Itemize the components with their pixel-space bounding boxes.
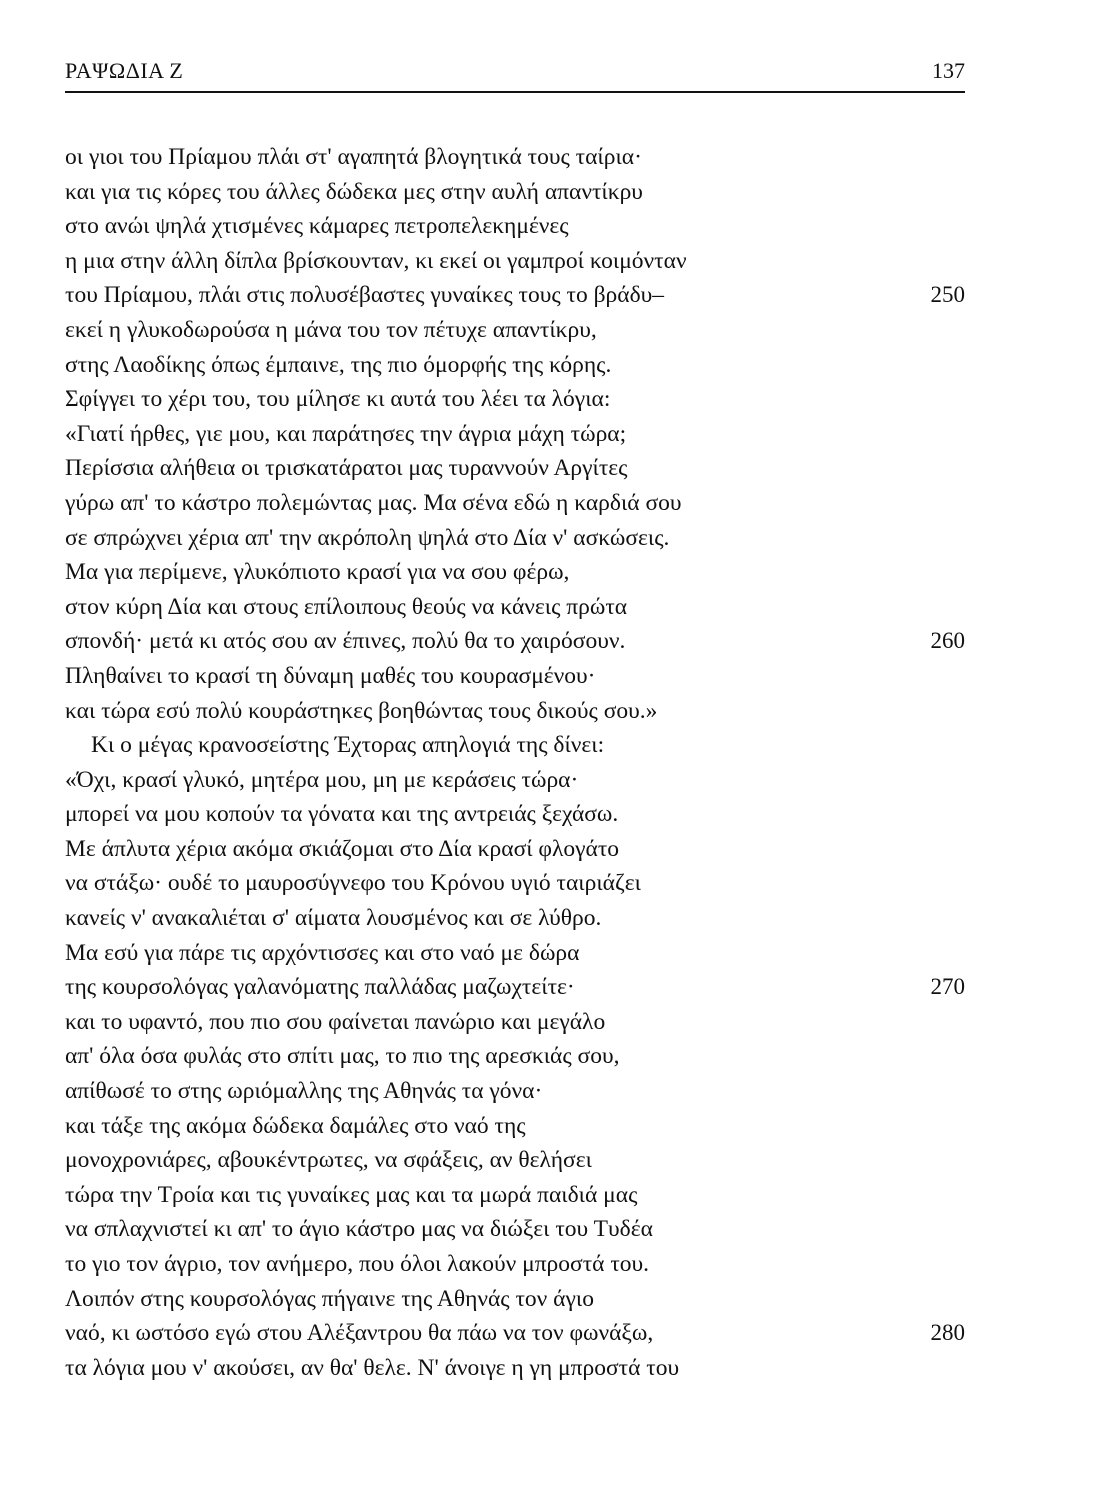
verse-line <box>65 278 965 313</box>
verse-line-text: Με άπλυτα χέρια ακόμα σκιάζομαι στο Δία κρασί φλογάτο <box>65 835 620 862</box>
verse-line <box>65 590 965 625</box>
verse-line <box>65 901 965 936</box>
verse-line <box>65 521 965 556</box>
verse-line <box>65 1247 965 1282</box>
verse-line-number: 250 <box>930 282 965 308</box>
verse-line <box>65 1282 965 1317</box>
verse-line <box>65 1212 965 1247</box>
verse-line-text: Σφίγγει το χέρι του, του μίλησε κι αυτά του λέει τα λόγια: <box>65 386 611 413</box>
verse-line-text: ναό, κι ωστόσο εγώ στου Αλέξαντρου θα πάω να τον φωνάξω, <box>65 1320 654 1347</box>
verse-line <box>65 555 965 590</box>
verse-line-text: εκεί η γλυκοδωρούσα η μάνα του τον πέτυχε απαντίκρυ, <box>65 316 597 343</box>
verse-line-number: 280 <box>930 1320 965 1346</box>
verse-line-text: μονοχρονιάρες, αβουκέντρωτες, να σφάξεις, αν θελήσει <box>65 1147 592 1174</box>
verse-line <box>65 1351 965 1386</box>
verse-line <box>65 348 965 383</box>
verse-line <box>65 175 965 210</box>
verse-line-text: σπονδή· μετά κι ατός σου αν έπινες, πολύ θα το χαιρόσουν. <box>65 628 626 655</box>
verse-line-text: να σπλαχνιστεί κι απ' το άγιο κάστρο μας να διώξει του Τυδέα <box>65 1216 653 1243</box>
verse-line <box>65 659 965 694</box>
verse-line-text: Περίσσια αλήθεια οι τρισκατάρατοι μας τυραννούν Αργίτες <box>65 455 628 482</box>
verse-line <box>65 451 965 486</box>
verse-line-text: της κουρσολόγας γαλανόματης παλλάδας μαζωχτείτε· <box>65 974 575 1001</box>
verse-line-text: τα λόγια μου ν' ακούσει, αν θα' θελε. Ν' άνοιγε η γη μπροστά του <box>65 1354 680 1381</box>
verse-line <box>65 1005 965 1040</box>
verse-line <box>65 1143 965 1178</box>
verse-line-number: 260 <box>930 628 965 654</box>
verse-line-text: στον κύρη Δία και στους επίλοιπους θεούς να κάνεις πρώτα <box>65 593 628 620</box>
verse-line <box>65 140 965 175</box>
page-number: 137 <box>932 58 965 83</box>
verse-line-text: να στάξω· ουδέ το μαυροσύγνεφο του Κρόνου υγιό ταιριάζει <box>65 870 641 897</box>
verse-line <box>65 1074 965 1109</box>
verse-line-text: Πληθαίνει το κρασί τη δύναμη μαθές του κουρασμένου· <box>65 662 596 689</box>
verse-line <box>65 728 965 763</box>
verse-line-text: Κι ο μέγας κρανοσείστης Έχτορας απηλογιά της δίνει: <box>91 732 605 759</box>
verse-line-text: στης Λαοδίκης όπως έμπαινε, της πιο όμορφής της κόρης. <box>65 351 612 378</box>
poem-text <box>65 140 965 1385</box>
page-header <box>65 58 965 92</box>
verse-line-text: του Πρίαμου, πλάι στις πολυσέβαστες γυναίκες τους το βράδυ– <box>65 282 665 309</box>
verse-line-text: και για τις κόρες του άλλες δώδεκα μες στην αυλή απαντίκρυ <box>65 178 643 205</box>
verse-line <box>65 244 965 279</box>
verse-line <box>65 797 965 832</box>
verse-line <box>65 382 965 417</box>
verse-line-text: και τώρα εσύ πολύ κουράστηκες βοηθώντας τους δικούς σου.» <box>65 697 658 724</box>
header-rule <box>65 91 965 93</box>
running-title: ΡΑΨΩΔΙΑ Ζ <box>65 58 184 83</box>
verse-line <box>65 866 965 901</box>
verse-line <box>65 486 965 521</box>
verse-line-text: και το υφαντό, που πιο σου φαίνεται πανώριο και μεγάλο <box>65 1008 606 1035</box>
verse-line <box>65 694 965 729</box>
verse-line-text: «Όχι, κρασί γλυκό, μητέρα μου, μη με κεράσεις τώρα· <box>65 766 579 793</box>
verse-line <box>65 970 965 1005</box>
verse-line-text: η μια στην άλλη δίπλα βρίσκουνταν, κι εκεί οι γαμπροί κοιμόνταν <box>65 247 687 274</box>
verse-line-text: σε σπρώχνει χέρια απ' την ακρόπολη ψηλά στο Δία ν' ασκώσεις. <box>65 524 670 551</box>
verse-line-text: κανείς ν' ανακαλιέται σ' αίματα λουσμένος και σε λύθρο. <box>65 905 602 932</box>
verse-line <box>65 936 965 971</box>
verse-line-text: Μα εσύ για πάρε τις αρχόντισσες και στο ναό με δώρα <box>65 939 580 966</box>
verse-line-text: και τάξε της ακόμα δώδεκα δαμάλες στο ναό της <box>65 1112 526 1139</box>
verse-line-text: το γιο τον άγριο, τον ανήμερο, που όλοι λακούν μπροστά του. <box>65 1251 650 1277</box>
verse-line <box>65 624 965 659</box>
verse-line-text: Λοιπόν στης κουρσολόγας πήγαινε της Αθηνάς τον άγιο <box>65 1285 594 1312</box>
verse-line <box>65 209 965 244</box>
verse-line-text: «Γιατί ήρθες, γιε μου, και παράτησες την άγρια μάχη τώρα; <box>65 420 627 447</box>
verse-line-text: απίθωσέ το στης ωριόμαλλης της Αθηνάς τα γόνα· <box>65 1078 543 1105</box>
verse-line-text: Μα για περίμενε, γλυκόπιοτο κρασί για να σου φέρω, <box>65 559 570 586</box>
verse-line-text: οι γιοι του Πρίαμου πλάι στ' αγαπητά βλογητικά τους ταίρια· <box>65 144 642 170</box>
verse-line-number: 270 <box>930 974 965 1000</box>
verse-line <box>65 417 965 452</box>
verse-line <box>65 313 965 348</box>
verse-line <box>65 1316 965 1351</box>
verse-line <box>65 763 965 798</box>
verse-line <box>65 832 965 867</box>
verse-line-text: γύρω απ' το κάστρο πολεμώντας μας. Μα σένα εδώ η καρδιά σου <box>65 489 682 516</box>
verse-line-text: στο ανώι ψηλά χτισμένες κάμαρες πετροπελεκημένες <box>65 213 569 240</box>
verse-line-text: τώρα την Τροία και τις γυναίκες μας και τα μωρά παιδιά μας <box>65 1181 638 1208</box>
verse-line <box>65 1178 965 1213</box>
verse-line-text: απ' όλα όσα φυλάς στο σπίτι μας, το πιο της αρεσκιάς σου, <box>65 1043 620 1070</box>
verse-line <box>65 1039 965 1074</box>
verse-line <box>65 1109 965 1144</box>
verse-line-text: μπορεί να μου κοπούν τα γόνατα και της αντρειάς ξεχάσω. <box>65 801 619 828</box>
